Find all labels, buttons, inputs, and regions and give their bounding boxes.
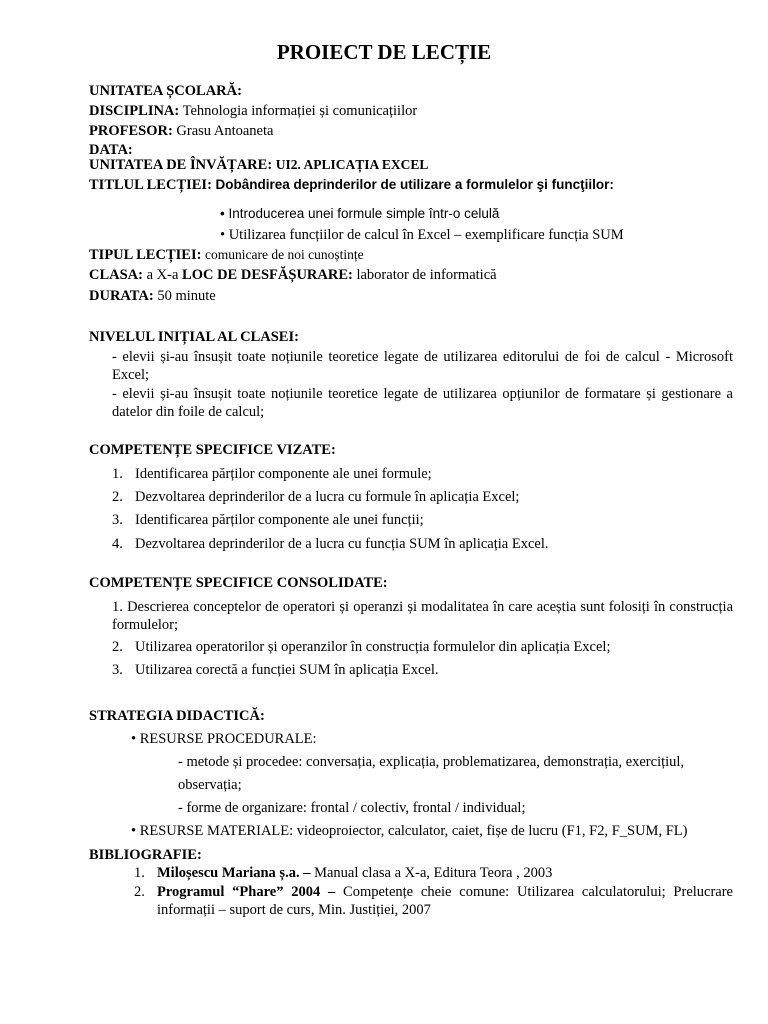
competente-vizate-heading: COMPETENȚE SPECIFICE VIZATE:: [89, 442, 336, 458]
item-number: 1.: [112, 599, 123, 615]
profesor-label: PROFESOR:: [89, 123, 173, 139]
durata-value: 50 minute: [157, 288, 216, 304]
titlul-label: TITLUL LECȚIEI:: [89, 177, 212, 193]
titlul-bullet-2: • Utilizarea funcțiilor de calcul în Excel – exemplificare funcția SUM: [220, 227, 624, 243]
tipul-row: [89, 246, 364, 264]
item-number: 2.: [112, 489, 123, 505]
item-number: 3.: [112, 512, 123, 528]
nivel-item-1: - elevii și-au însușit toate noțiunile teoretice legate de utilizarea editorului de foi de calcul - Microsoft Excel;: [112, 349, 733, 383]
item-author: Miloșescu Mariana ș.a.: [157, 865, 300, 881]
titlul-bullet-1: • Introducerea unei formule simple într-o celulă: [220, 206, 500, 221]
metode-line-1: - metode și procedee: conversația, explicația, problematizarea, demonstrația, exercițiul,: [178, 754, 685, 770]
item-number: 4.: [112, 536, 123, 552]
item-author: Programul “Phare” 2004: [157, 884, 321, 900]
nivel-heading: NIVELUL INIȚIAL AL CLASEI:: [89, 329, 299, 345]
disciplina-value: Tehnologia informației și comunicațiilor: [182, 103, 418, 119]
metode-line-2: observația;: [178, 777, 242, 793]
loc-label: LOC DE DESFĂȘURARE:: [182, 267, 353, 283]
nivel-item-2: - elevii și-au însușit toate noțiunile teoretice legate de utilizarea opțiunilor de formatare și gestionare a datelor din foile de calcul;: [112, 386, 733, 420]
durata-label: DURATA:: [89, 288, 154, 304]
page-title: PROIECT DE LECȚIE: [276, 40, 492, 64]
unitate-invatare-value: UI2. APLICAȚIA EXCEL: [275, 157, 429, 172]
item-text: Utilizarea operatorilor și operanzilor în construcția formulelor din aplicația Excel;: [135, 639, 611, 655]
unitate-invatare-row: [89, 156, 428, 174]
clasa-row: [89, 266, 497, 284]
item-separator: –: [320, 884, 344, 900]
resurse-procedurale-label: • RESURSE PROCEDURALE:: [131, 731, 317, 747]
item-text: [157, 864, 733, 882]
unitate-invatare-label: UNITATEA DE ÎNVĂȚARE:: [89, 157, 273, 173]
item-text: [157, 883, 733, 919]
titlul-value: Dobândirea deprinderilor de utilizare a formulelor şi funcţiilor:: [215, 177, 614, 192]
item-number: 3.: [112, 662, 123, 678]
profesor-value: Grasu Antoaneta: [176, 123, 274, 139]
item-number: 1.: [112, 466, 123, 482]
titlul-row: [89, 176, 614, 194]
strategia-heading: STRATEGIA DIDACTICĂ:: [89, 708, 265, 724]
item-separator: –: [299, 865, 315, 881]
profesor-row: [89, 122, 273, 140]
clasa-label: CLASA:: [89, 267, 143, 283]
durata-row: [89, 287, 216, 305]
item-text: Dezvoltarea deprinderilor de a lucra cu formule în aplicația Excel;: [135, 489, 520, 505]
forme-organizare: - forme de organizare: frontal / colectiv, frontal / individual;: [178, 800, 526, 816]
tipul-value: comunicare de noi cunoștințe: [205, 247, 364, 262]
clasa-value: a X-a: [146, 267, 179, 283]
data-label: DATA:: [89, 142, 133, 158]
disciplina-label: DISCIPLINA:: [89, 103, 180, 119]
item-details: Manual clasa a X-a, Editura Teora , 2003: [314, 865, 553, 881]
item-number: 2.: [134, 884, 145, 900]
loc-value: laborator de informatică: [356, 267, 497, 283]
bibliografie-heading: BIBLIOGRAFIE:: [89, 847, 202, 863]
item-number: 2.: [112, 639, 123, 655]
item-text: Utilizarea corectă a funcției SUM în aplicația Excel.: [135, 662, 439, 678]
competente-consolidate-item-1: [112, 598, 733, 634]
unitate-scolara-label: UNITATEA ȘCOLARĂ:: [89, 83, 242, 99]
item-details: Competențe cheie comune: Utilizarea calculatorului; Prelucrare informații – suport de curs, Min. Justiției, 2007: [157, 884, 733, 918]
item-text: Identificarea părților componente ale unei funcții;: [135, 512, 424, 528]
resurse-materiale: • RESURSE MATERIALE: videoproiector, calculator, caiet, fișe de lucru (F1, F2, F_SUM, FL): [131, 823, 688, 839]
item-text: Dezvoltarea deprinderilor de a lucra cu funcția SUM în aplicația Excel.: [135, 536, 549, 552]
item-text: Descrierea conceptelor de operatori și operanzi și modalitatea în care aceștia sunt folosiți în construcția formulelor;: [112, 599, 734, 633]
item-text: Identificarea părților componente ale unei formule;: [135, 466, 432, 482]
disciplina-row: [89, 102, 417, 120]
competente-consolidate-heading: COMPETENȚE SPECIFICE CONSOLIDATE:: [89, 575, 388, 591]
tipul-label: TIPUL LECȚIEI:: [89, 247, 202, 263]
item-number: 1.: [134, 865, 145, 881]
